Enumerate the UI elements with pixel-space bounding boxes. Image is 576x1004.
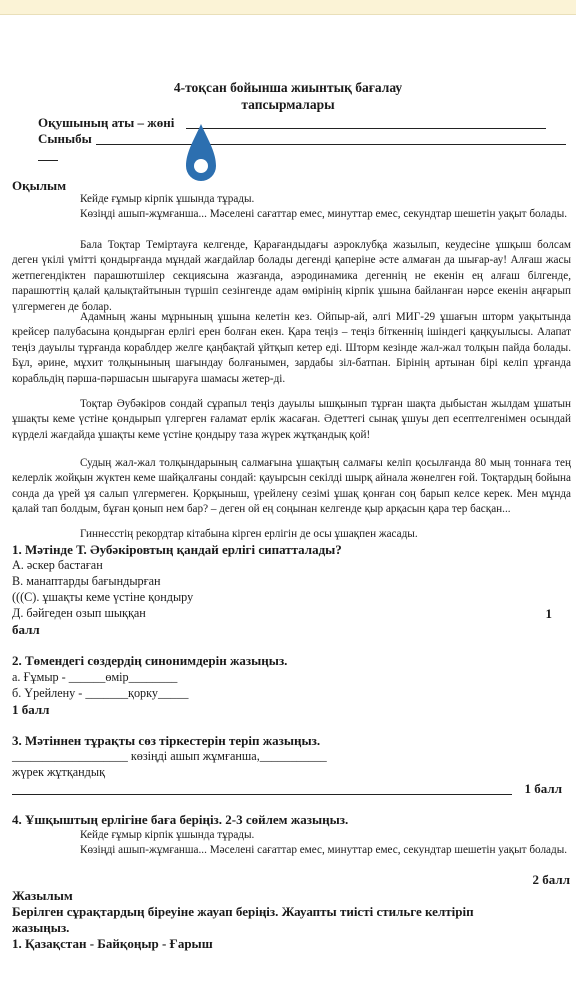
title-line-1: 4-тоқсан бойынша жиынтық бағалау bbox=[173, 80, 403, 95]
title-line-2: тапсырмалары bbox=[241, 97, 335, 112]
paragraph-3: Бала Тоқтар Теміртауға келгенде, Қарағандыдағы аэроклубқа жазылып, кеудесіне ұшқыш болсам деген үкілі үмітті қондырғанда мұндай жағдайлар болады дегенді қаперіне әсте алмаған да шығар-ау! Алғаш жасы жетпегендіктен парашютшілер секциясына жазғанда, аэродинамика дегеннің не екенін ең алғаш білгенде, парашюттің қалай қалықтайтынын түршіп сезінгенде адам өмірінің кірпік ұшына байланған нәрсе екенін аңғарып үлгермеген де болар. bbox=[12, 239, 571, 313]
q3-answer-line bbox=[12, 794, 512, 795]
q3-score: 1 балл bbox=[524, 781, 562, 796]
writing-instruction: Берілген сұрақтардың біреуіне жауап беріңіз. Жауапты тиісті стильге келтіріп жазыңыз. bbox=[12, 904, 474, 935]
q1-option-a: А. әскер бастаған bbox=[12, 558, 103, 572]
class-label: Сыныбы bbox=[38, 131, 92, 146]
q3-line-1: ___________________ көзіңді ашып жұмғанша,___________ bbox=[12, 749, 327, 763]
q3-line-2: жүрек жұтқандық bbox=[12, 765, 105, 779]
paragraph-6: Судың жал-жал толқындарының салмағына ұшақтың салмағы келіп қосылғанда 80 мың тоннаға тең келерлік жойқын жүктен кеме шайқалғаны сондай: қауырсын секілді шырқ айнала жөнелген ғой. Тоқтардың бойына сонда да үрей ұя салып үлгермеген. Қорқыныш, үрейлену сезімі ұшақ қонған соң барып келсе керек. Мен мұнда қалай тап болдым, бұған қонып нем бар? – деген ой ең соңынан келгенде қыр арқасын қара тер басқан... bbox=[12, 457, 571, 516]
q4-score: 2 балл bbox=[532, 872, 570, 887]
paragraph-1: Кейде ғұмыр кірпік ұшында тұрады. bbox=[80, 193, 255, 205]
student-name-label: Оқушының аты – жөні bbox=[38, 115, 175, 130]
q1-score-number: 1 bbox=[545, 606, 552, 621]
writing-item-1: 1. Қазақстан - Байқоңыр - Ғарыш bbox=[12, 936, 213, 951]
reading-heading: Оқылым bbox=[12, 178, 67, 193]
water-drop-icon bbox=[184, 122, 218, 186]
paragraph-2: Көзіңді ашып-жұмғанша... Мәселені сағаттар емес, минуттар емес, секундтар шешетін уақыт болады. bbox=[80, 208, 568, 220]
q1-score-word: балл bbox=[12, 622, 40, 637]
q2-line-b: б. Үрейлену - _______қорку_____ bbox=[12, 686, 189, 700]
q4-line-2: Көзіңді ашып-жұмғанша... Мәселені сағаттар емес, минуттар емес, секундтар шешетін уақыт болады. bbox=[80, 844, 568, 856]
class-line-cont bbox=[38, 160, 58, 161]
q1-option-b: В. манаптарды бағындырған bbox=[12, 574, 161, 588]
q2-score: 1 балл bbox=[12, 702, 50, 717]
question-3: 3. Мәтіннен тұрақты сөз тіркестерін теріп жазыңыз. bbox=[12, 733, 321, 748]
top-banner bbox=[0, 0, 576, 15]
question-1: 1. Мәтінде Т. Әубәкіровтың қандай ерлігі сипатталады? bbox=[12, 542, 342, 557]
paragraph-4: Адамның жаны мұрнының ұшына келетін кез. Ойпыр-ай, әлгі МИГ-29 ұшағын шторм уақытында крейсер палубасына қондырған ерлігі ерен болған екен. Қара теңіз – теңіз біткеннің ішіндегі қаңқуылысы. Алапат теңіз дауылы тұрғанда кораблдер желге қаңбақтай ұйтқып кетер еді. Шторм кезінде жал-жал толқын пайда болады. Бұл, әрине, мұхит толқынының шағындау болғанымен, зардабы зіл-батпан. Бірінің артынан бірі келіп ұрғанда корабльдің пәрша-пәршасын шығаруға шамасы жетер-ді. bbox=[12, 311, 571, 385]
q1-option-d: Д. бәйгеден озып шыққан bbox=[12, 606, 146, 620]
question-2: 2. Төмендегі сөздердің синонимдерін жазыңыз. bbox=[12, 653, 288, 668]
question-4: 4. Ұшқыштың ерлігіне баға беріңіз. 2-3 сөйлем жазыңыз. bbox=[12, 812, 349, 827]
paragraph-5: Тоқтар Әубәкіров сондай сұрапыл теңіз дауылы ышқынып тұрған шақта дыбыстан жылдам ұшатын ұшақты кеме үстіне қондырып үлгерген ғаламат ерлік жасаған. Әдеттегі сынақ ұшуы деп есептелгенімен осындай күрделі жағдайда ұшақты кеме үстіне қондыру таза жүрек жұтқандық қой! bbox=[12, 398, 571, 441]
writing-heading: Жазылым bbox=[12, 888, 73, 903]
class-line bbox=[96, 144, 566, 145]
q1-option-c: (((С). ұшақты кеме үстіне қондыру bbox=[12, 590, 194, 604]
student-name-line bbox=[186, 128, 546, 129]
q2-line-a: а. Ғұмыр - ______өмір________ bbox=[12, 670, 178, 684]
q4-line-1: Кейде ғұмыр кірпік ұшында тұрады. bbox=[80, 829, 255, 841]
paragraph-7: Гиннесстің рекордтар кітабына кірген ерлігін де осы ұшақпен жасады. bbox=[80, 528, 418, 540]
